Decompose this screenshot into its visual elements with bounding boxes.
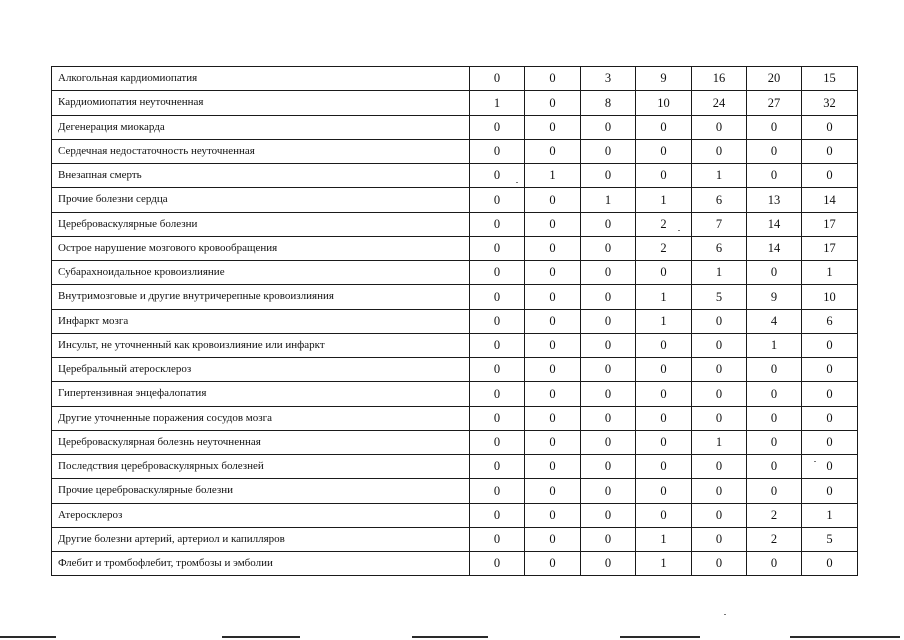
table-row: [52, 479, 858, 503]
value-cell: 0: [525, 333, 581, 357]
row-label: Инсульт, не уточненный как кровоизлияние или инфаркт: [52, 333, 470, 357]
table-row: [52, 309, 858, 333]
value-cell: 0: [525, 527, 581, 551]
value-cell: 0: [802, 455, 858, 479]
value-cell: 0: [581, 503, 636, 527]
value-cell: 5: [802, 527, 858, 551]
value-cell: 0: [747, 358, 802, 382]
value-cell: 0: [802, 358, 858, 382]
row-label: Другие уточненные поражения сосудов мозга: [52, 406, 470, 430]
value-cell: 0: [692, 406, 747, 430]
value-cell: 0: [470, 285, 525, 309]
row-label: Острое нарушение мозгового кровообращения: [52, 236, 470, 260]
value-cell: 0: [581, 164, 636, 188]
value-cell: 0: [636, 333, 692, 357]
value-cell: 1: [636, 527, 692, 551]
value-cell: 0: [525, 358, 581, 382]
table-row: [52, 358, 858, 382]
row-label: Прочие цереброваскулярные болезни: [52, 479, 470, 503]
value-cell: 0: [470, 406, 525, 430]
value-cell: 0: [636, 164, 692, 188]
value-cell: 0: [581, 430, 636, 454]
row-label: Церебральный атеросклероз: [52, 358, 470, 382]
value-cell: 6: [692, 188, 747, 212]
scan-speck: [814, 461, 816, 462]
value-cell: 0: [470, 309, 525, 333]
value-cell: 1: [636, 285, 692, 309]
value-cell: 0: [525, 455, 581, 479]
value-cell: 0: [747, 139, 802, 163]
value-cell: 4: [747, 309, 802, 333]
row-label: Последствия цереброваскулярных болезней: [52, 455, 470, 479]
value-cell: 0: [636, 455, 692, 479]
value-cell: 0: [692, 527, 747, 551]
table-row: [52, 115, 858, 139]
value-cell: 0: [692, 139, 747, 163]
value-cell: 0: [470, 333, 525, 357]
value-cell: 0: [525, 212, 581, 236]
value-cell: 0: [636, 382, 692, 406]
value-cell: 0: [802, 139, 858, 163]
table-row: [52, 91, 858, 115]
value-cell: 27: [747, 91, 802, 115]
value-cell: 0: [470, 358, 525, 382]
table-row: [52, 212, 858, 236]
row-label: Сердечная недостаточность неуточненная: [52, 139, 470, 163]
table-row: [52, 164, 858, 188]
value-cell: 0: [747, 406, 802, 430]
scan-edge-line: [620, 636, 700, 638]
row-label: Алкогольная кардиомиопатия: [52, 67, 470, 91]
value-cell: 0: [581, 261, 636, 285]
value-cell: 0: [747, 382, 802, 406]
value-cell: 1: [747, 333, 802, 357]
value-cell: 0: [525, 188, 581, 212]
value-cell: 0: [525, 382, 581, 406]
table-row: [52, 333, 858, 357]
value-cell: 16: [692, 67, 747, 91]
scan-edge-line: [222, 636, 300, 638]
value-cell: 0: [581, 212, 636, 236]
table-row: [52, 188, 858, 212]
value-cell: 6: [692, 236, 747, 260]
table-row: [52, 382, 858, 406]
row-label: Прочие болезни сердца: [52, 188, 470, 212]
value-cell: 0: [470, 430, 525, 454]
value-cell: 0: [470, 479, 525, 503]
row-label: Другие болезни артерий, артериол и капилляров: [52, 527, 470, 551]
value-cell: 0: [636, 430, 692, 454]
value-cell: 0: [802, 382, 858, 406]
value-cell: 13: [747, 188, 802, 212]
value-cell: 0: [802, 430, 858, 454]
value-cell: 15: [802, 67, 858, 91]
row-label: Инфаркт мозга: [52, 309, 470, 333]
table-row: [52, 236, 858, 260]
value-cell: 0: [470, 236, 525, 260]
value-cell: 1: [802, 503, 858, 527]
value-cell: 1: [692, 164, 747, 188]
value-cell: 0: [636, 503, 692, 527]
value-cell: 7: [692, 212, 747, 236]
row-label: Внутримозговые и другие внутричерепные кровоизлияния: [52, 285, 470, 309]
scan-speck: [516, 182, 518, 183]
scan-edge-line: [790, 636, 900, 638]
value-cell: 2: [636, 236, 692, 260]
value-cell: 0: [692, 503, 747, 527]
value-cell: 0: [692, 455, 747, 479]
value-cell: 1: [581, 188, 636, 212]
value-cell: 0: [747, 552, 802, 576]
row-label: Цереброваскулярные болезни: [52, 212, 470, 236]
table-body: [52, 67, 858, 576]
table-row: [52, 430, 858, 454]
table-row: [52, 455, 858, 479]
value-cell: 0: [692, 552, 747, 576]
value-cell: 1: [636, 552, 692, 576]
value-cell: 1: [636, 188, 692, 212]
value-cell: 0: [525, 67, 581, 91]
value-cell: 0: [525, 479, 581, 503]
value-cell: 17: [802, 236, 858, 260]
value-cell: 0: [747, 164, 802, 188]
scan-edge-line: [0, 636, 56, 638]
scan-edge-line: [412, 636, 488, 638]
value-cell: 0: [525, 285, 581, 309]
value-cell: 10: [636, 91, 692, 115]
value-cell: 0: [802, 479, 858, 503]
value-cell: 1: [470, 91, 525, 115]
value-cell: 0: [692, 333, 747, 357]
value-cell: 32: [802, 91, 858, 115]
value-cell: 0: [802, 406, 858, 430]
row-label: Субарахноидальное кровоизлияние: [52, 261, 470, 285]
value-cell: 0: [525, 309, 581, 333]
value-cell: 0: [581, 333, 636, 357]
value-cell: 0: [581, 406, 636, 430]
value-cell: 0: [470, 261, 525, 285]
value-cell: 9: [636, 67, 692, 91]
value-cell: 0: [470, 67, 525, 91]
value-cell: 0: [692, 115, 747, 139]
value-cell: 0: [692, 382, 747, 406]
value-cell: 14: [802, 188, 858, 212]
table-row: [52, 503, 858, 527]
value-cell: 0: [470, 188, 525, 212]
table-row: [52, 261, 858, 285]
value-cell: 0: [581, 552, 636, 576]
value-cell: 0: [802, 333, 858, 357]
value-cell: 0: [636, 358, 692, 382]
value-cell: 0: [802, 164, 858, 188]
value-cell: 0: [802, 115, 858, 139]
value-cell: 10: [802, 285, 858, 309]
value-cell: 0: [581, 479, 636, 503]
value-cell: 0: [581, 285, 636, 309]
value-cell: 0: [525, 430, 581, 454]
value-cell: 0: [470, 139, 525, 163]
value-cell: 0: [692, 479, 747, 503]
value-cell: 0: [525, 139, 581, 163]
value-cell: 0: [692, 358, 747, 382]
value-cell: 0: [470, 164, 525, 188]
scan-speck: [678, 230, 680, 231]
value-cell: 0: [581, 455, 636, 479]
row-label: Внезапная смерть: [52, 164, 470, 188]
value-cell: 0: [525, 552, 581, 576]
value-cell: 0: [470, 527, 525, 551]
value-cell: 0: [581, 139, 636, 163]
value-cell: 20: [747, 67, 802, 91]
value-cell: 0: [581, 236, 636, 260]
table-row: [52, 285, 858, 309]
row-label: Кардиомиопатия неуточненная: [52, 91, 470, 115]
value-cell: 2: [747, 527, 802, 551]
value-cell: 0: [470, 455, 525, 479]
value-cell: 0: [581, 382, 636, 406]
value-cell: 0: [581, 309, 636, 333]
value-cell: 17: [802, 212, 858, 236]
mortality-table: [51, 66, 858, 576]
value-cell: 0: [747, 115, 802, 139]
value-cell: 0: [636, 479, 692, 503]
value-cell: 0: [470, 552, 525, 576]
value-cell: 2: [636, 212, 692, 236]
row-label: Атеросклероз: [52, 503, 470, 527]
value-cell: 0: [470, 382, 525, 406]
value-cell: 0: [636, 139, 692, 163]
value-cell: 0: [636, 261, 692, 285]
value-cell: 0: [470, 212, 525, 236]
value-cell: 0: [525, 261, 581, 285]
value-cell: 6: [802, 309, 858, 333]
value-cell: 0: [747, 479, 802, 503]
value-cell: 1: [692, 261, 747, 285]
value-cell: 0: [581, 115, 636, 139]
scan-speck: [724, 614, 726, 615]
value-cell: 14: [747, 236, 802, 260]
value-cell: 1: [802, 261, 858, 285]
row-label: Дегенерация миокарда: [52, 115, 470, 139]
value-cell: 0: [802, 552, 858, 576]
value-cell: 3: [581, 67, 636, 91]
value-cell: 2: [747, 503, 802, 527]
value-cell: 0: [636, 115, 692, 139]
value-cell: 8: [581, 91, 636, 115]
value-cell: 24: [692, 91, 747, 115]
table-row: [52, 527, 858, 551]
row-label: Гипертензивная энцефалопатия: [52, 382, 470, 406]
value-cell: 0: [747, 430, 802, 454]
value-cell: 0: [525, 115, 581, 139]
value-cell: 0: [692, 309, 747, 333]
table-row: [52, 552, 858, 576]
value-cell: 1: [636, 309, 692, 333]
table-row: [52, 406, 858, 430]
value-cell: 0: [747, 455, 802, 479]
value-cell: 0: [581, 358, 636, 382]
value-cell: 0: [525, 236, 581, 260]
value-cell: 9: [747, 285, 802, 309]
row-label: Флебит и тромбофлебит, тромбозы и эмболии: [52, 552, 470, 576]
value-cell: 0: [470, 503, 525, 527]
value-cell: 0: [525, 503, 581, 527]
value-cell: 0: [525, 406, 581, 430]
value-cell: 0: [525, 91, 581, 115]
value-cell: 0: [581, 527, 636, 551]
value-cell: 1: [692, 430, 747, 454]
value-cell: 0: [636, 406, 692, 430]
value-cell: 0: [747, 261, 802, 285]
value-cell: 0: [470, 115, 525, 139]
value-cell: 5: [692, 285, 747, 309]
value-cell: 1: [525, 164, 581, 188]
row-label: Цереброваскулярная болезнь неуточненная: [52, 430, 470, 454]
table-row: [52, 67, 858, 91]
table-row: [52, 139, 858, 163]
value-cell: 14: [747, 212, 802, 236]
